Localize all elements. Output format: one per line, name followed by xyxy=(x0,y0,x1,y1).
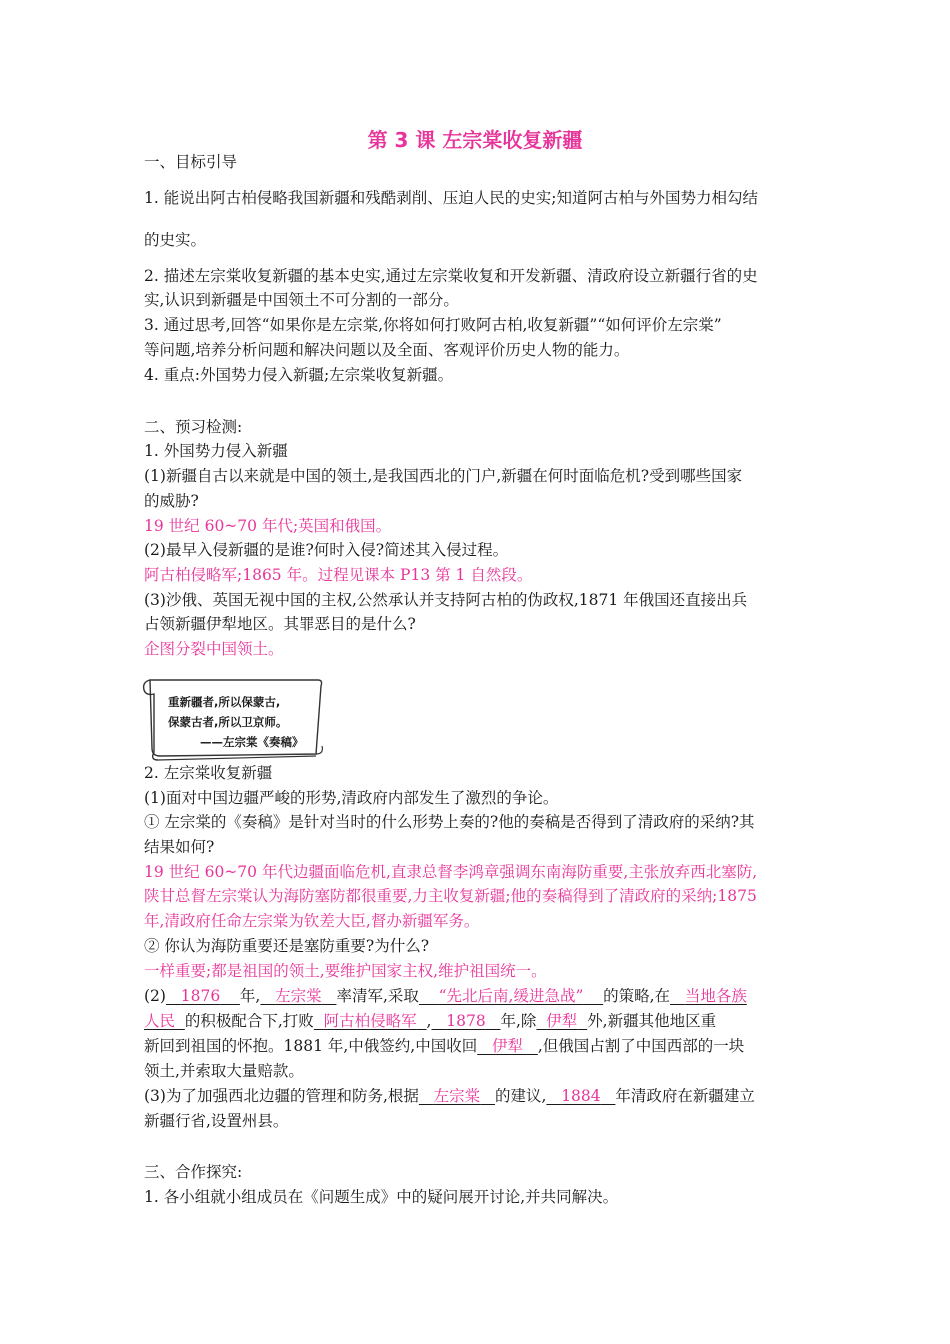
goal-2-line-2: 实,认识到新疆是中国领土不可分割的一部分。 xyxy=(144,291,459,309)
blank-proposer: 左宗棠 xyxy=(433,1087,481,1105)
question-1-line-1: (1)新疆自古以来就是中国的领土,是我国西北的门户,新疆在何时面临危机?受到哪些国家 xyxy=(144,467,743,485)
text: 年清政府在新疆建立 xyxy=(615,1087,755,1105)
question-c1-line-1: ① 左宗棠的《奏稿》是针对当时的什么形势上奏的?他的奏稿是否得到了清政府的采纳?其 xyxy=(144,813,755,831)
text: 年, xyxy=(239,987,261,1005)
goal-1-line-1: 1. 能说出阿古柏侵略我国新疆和残酷剥削、压迫人民的史实;知道阿古柏与外国势力相勾结 xyxy=(144,189,758,207)
part-1-intro: (1)面对中国边疆严峻的形势,清政府内部发生了激烈的争论。 xyxy=(144,789,559,807)
text: 的积极配合下,打败 xyxy=(184,1012,314,1030)
blank-year-2: 1878 xyxy=(446,1012,486,1030)
section-heading-preview: 二、预习检测: xyxy=(144,418,243,436)
goal-3-line-2: 等问题,培养分析问题和解决问题以及全面、客观评价历史人物的能力。 xyxy=(144,341,630,359)
cooperation-item-1: 1. 各小组就小组成员在《问题生成》中的疑问展开讨论,并共同解决。 xyxy=(144,1188,619,1206)
text: 率清军,采取 xyxy=(336,987,419,1005)
section-heading-goals: 一、目标引导 xyxy=(144,153,238,171)
section-heading-cooperation: 三、合作探究: xyxy=(144,1163,243,1181)
scroll-quote-line-1: 重新疆者,所以保蒙古, xyxy=(168,695,281,709)
lesson-title: 第 3 课 左宗棠收复新疆 xyxy=(367,128,583,152)
fill-in-2-line-2 xyxy=(144,1009,814,1033)
answer-2: 阿古柏侵略军;1865 年。过程见课本 P13 第 1 自然段。 xyxy=(144,566,533,584)
blank-people-part-1: 当地各族 xyxy=(684,987,747,1005)
text: , xyxy=(426,1012,432,1030)
text: 的策略,在 xyxy=(603,987,671,1005)
answer-3: 企图分裂中国领土。 xyxy=(144,640,284,658)
answer-c1-line-3: 年,清政府任命左宗棠为钦差大臣,督办新疆军务。 xyxy=(144,912,480,930)
blank-people-part-2: 人民 xyxy=(144,1012,176,1030)
answer-c2: 一样重要;都是祖国的领土,要维护国家主权,维护祖国统一。 xyxy=(144,962,547,980)
blank-region: 伊犁 xyxy=(546,1012,578,1030)
goal-1-line-2: 的史实。 xyxy=(144,231,207,249)
blank-strategy: “先北后南,缓进急战” xyxy=(438,987,584,1005)
scroll-quote-attribution: ——左宗棠《奏稿》 xyxy=(200,735,304,749)
blank-commander: 左宗棠 xyxy=(275,987,322,1005)
subheading-recovery: 2. 左宗棠收复新疆 xyxy=(144,764,273,782)
question-c1-line-2: 结果如何? xyxy=(144,838,215,856)
answer-c1-line-1: 19 世纪 60~70 年代边疆面临危机,直隶总督李鸿章强调东南海防重要,主张放弃西北塞防, xyxy=(144,863,758,881)
fill-in-3-line-2: 新疆行省,设置州县。 xyxy=(144,1112,289,1130)
blank-enemy: 阿古柏侵略军 xyxy=(323,1012,417,1030)
answer-c1-line-2: 陕甘总督左宗棠认为海防塞防都很重要,力主收复新疆;他的奏稿得到了清政府的采纳;1875 xyxy=(144,887,757,905)
question-2: (2)最早入侵新疆的是谁?何时入侵?简述其入侵过程。 xyxy=(144,541,509,559)
blank-year: 1876 xyxy=(180,987,221,1005)
goal-4: 4. 重点:外国势力侵入新疆;左宗棠收复新疆。 xyxy=(144,366,454,384)
question-1-line-2: 的威胁? xyxy=(144,492,199,510)
fill-in-2-line-3 xyxy=(144,1034,814,1058)
fill-in-2-line-4: 领土,并索取大量赔款。 xyxy=(144,1062,304,1080)
text: 外,新疆其他地区重 xyxy=(587,1012,717,1030)
fill-in-3-line-1 xyxy=(144,1084,814,1108)
question-3-line-2: 占领新疆伊犁地区。其罪恶目的是什么? xyxy=(144,615,416,633)
question-3-line-1: (3)沙俄、英国无视中国的主权,公然承认并支持阿古柏的伪政权,1871 年俄国还直接出兵 xyxy=(144,591,748,609)
answer-1: 19 世纪 60~70 年代;英国和俄国。 xyxy=(144,517,392,535)
goal-2-line-1: 2. 描述左宗棠收复新疆的基本史实,通过左宗棠收复和开发新疆、清政府设立新疆行省的史 xyxy=(144,267,758,285)
subheading-foreign-invasion: 1. 外国势力侵入新疆 xyxy=(144,442,288,460)
text: 新回到祖国的怀抱。1881 年,中俄签约,中国收回 xyxy=(144,1037,478,1055)
blank-province-year: 1884 xyxy=(561,1087,601,1105)
question-c2: ② 你认为海防重要还是塞防重要?为什么? xyxy=(144,937,430,955)
text: 年,除 xyxy=(500,1012,537,1030)
goal-3-line-1: 3. 通过思考,回答“如果你是左宗棠,你将如何打败阿古柏,收复新疆”“如何评价左宗棠” xyxy=(144,316,722,334)
blank-region-2: 伊犁 xyxy=(492,1037,524,1055)
text: 的建议, xyxy=(494,1087,547,1105)
text: (2) xyxy=(144,987,166,1005)
scroll-quote-line-2: 保蒙古者,所以卫京师。 xyxy=(168,715,288,729)
text: (3)为了加强西北边疆的管理和防务,根据 xyxy=(144,1087,419,1105)
text: ,但俄国占割了中国西部的一块 xyxy=(537,1037,745,1055)
fill-in-2-line-1 xyxy=(144,984,814,1008)
